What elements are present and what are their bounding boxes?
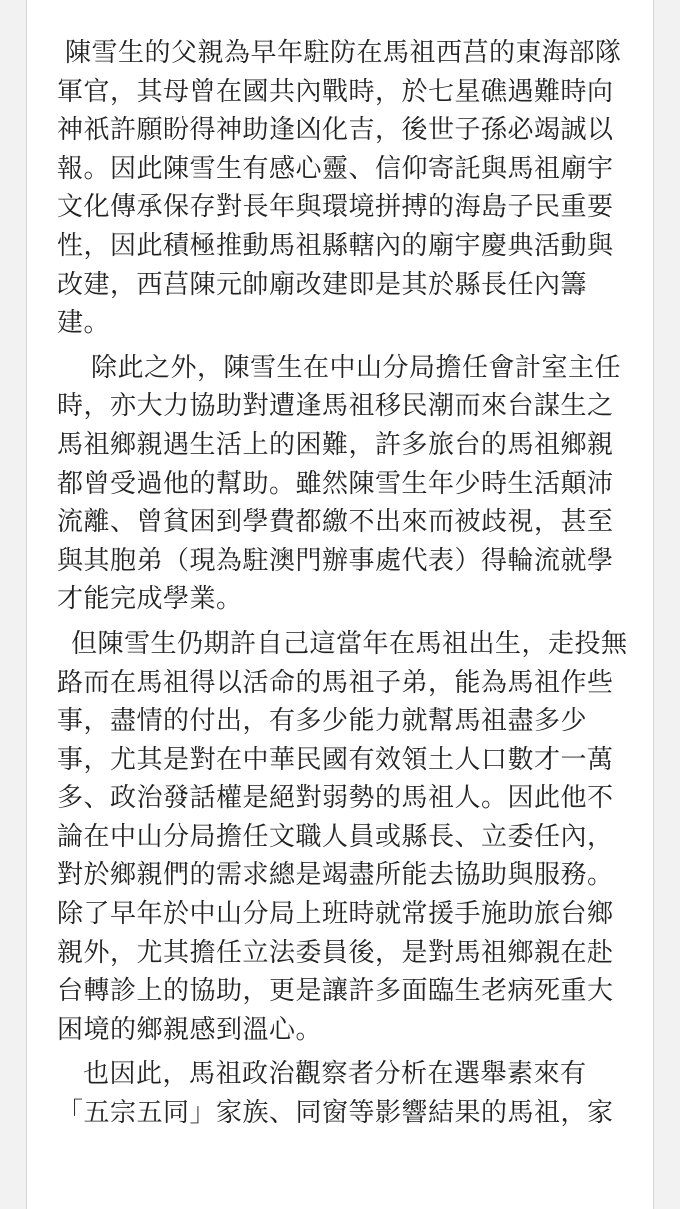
text-line: 台轉診上的協助，更是讓許多面臨生老病死重大	[57, 976, 614, 1007]
text-line: 性，因此積極推動馬祖縣轄內的廟宇慶典活動與	[57, 230, 614, 261]
document-page	[26, 0, 654, 1209]
text-line: 「五宗五同」家族、同窗等影響結果的馬祖，家	[57, 1098, 614, 1129]
text-line: 事，盡情的付出，有多少能力就幫馬祖盡多少	[57, 706, 588, 737]
text-line: 才能完成學業。	[57, 584, 243, 615]
text-line: 改建，西莒陳元帥廟改建即是其於縣長任內籌	[57, 269, 588, 300]
text-line: 建。	[57, 308, 111, 339]
text-line: 報。因此陳雪生有感心靈、信仰寄託與馬祖廟宇	[57, 153, 614, 184]
paragraph-2	[57, 349, 627, 619]
text-line: 馬祖鄉親遇生活上的困難，許多旅台的馬祖鄉親	[57, 429, 614, 460]
article-text	[57, 34, 627, 1133]
text-line: 神祇許願盼得神助逢凶化吉，後世子孫必竭誠以	[57, 115, 614, 146]
text-line: 事，尤其是對在中華民國有效領土人口數才一萬	[57, 744, 614, 775]
paragraph-1	[57, 34, 627, 343]
text-line: 陳雪生的父親為早年駐防在馬祖西莒的東海部隊	[65, 38, 622, 68]
text-line: 路而在馬祖得以活命的馬祖子弟，能為馬祖作些	[57, 667, 614, 698]
text-line: 多、政治發話權是絕對弱勢的馬祖人。因此他不	[57, 783, 614, 814]
text-line: 與其胞弟（現為駐澳門辦事處代表）得輪流就學	[57, 545, 614, 576]
text-line: 親外，尤其擔任立法委員後，是對馬祖鄉親在赴	[57, 937, 614, 968]
paragraph-4	[57, 1055, 627, 1132]
text-line: 但陳雪生仍期許自己這當年在馬祖出生，走投無	[71, 628, 628, 659]
text-line: 對於鄉親們的需求總是竭盡所能去協助與服務。	[57, 860, 614, 891]
text-line: 軍官，其母曾在國共內戰時，於七星礁遇難時向	[57, 76, 614, 107]
paragraph-3	[57, 625, 627, 1050]
text-line: 困境的鄉親感到溫心。	[57, 1014, 323, 1045]
text-line: 時，亦大力協助對遭逢馬祖移民潮而來台謀生之	[57, 391, 614, 422]
text-line: 也因此，馬祖政治觀察者分析在選舉素來有	[83, 1059, 587, 1090]
text-line: 除此之外，陳雪生在中山分局擔任會計室主任	[91, 352, 622, 383]
text-line: 論在中山分局擔任文職人員或縣長、立委任內，	[57, 821, 614, 852]
text-line: 都曾受過他的幫助。雖然陳雪生年少時生活顛沛	[57, 468, 614, 499]
text-line: 除了早年於中山分局上班時就常援手施助旅台鄉	[57, 899, 614, 930]
text-line: 流離、曾貧困到學費都繳不出來而被歧視，甚至	[57, 507, 614, 538]
text-line: 文化傳承保存對長年與環境拼搏的海島子民重要	[57, 192, 614, 223]
